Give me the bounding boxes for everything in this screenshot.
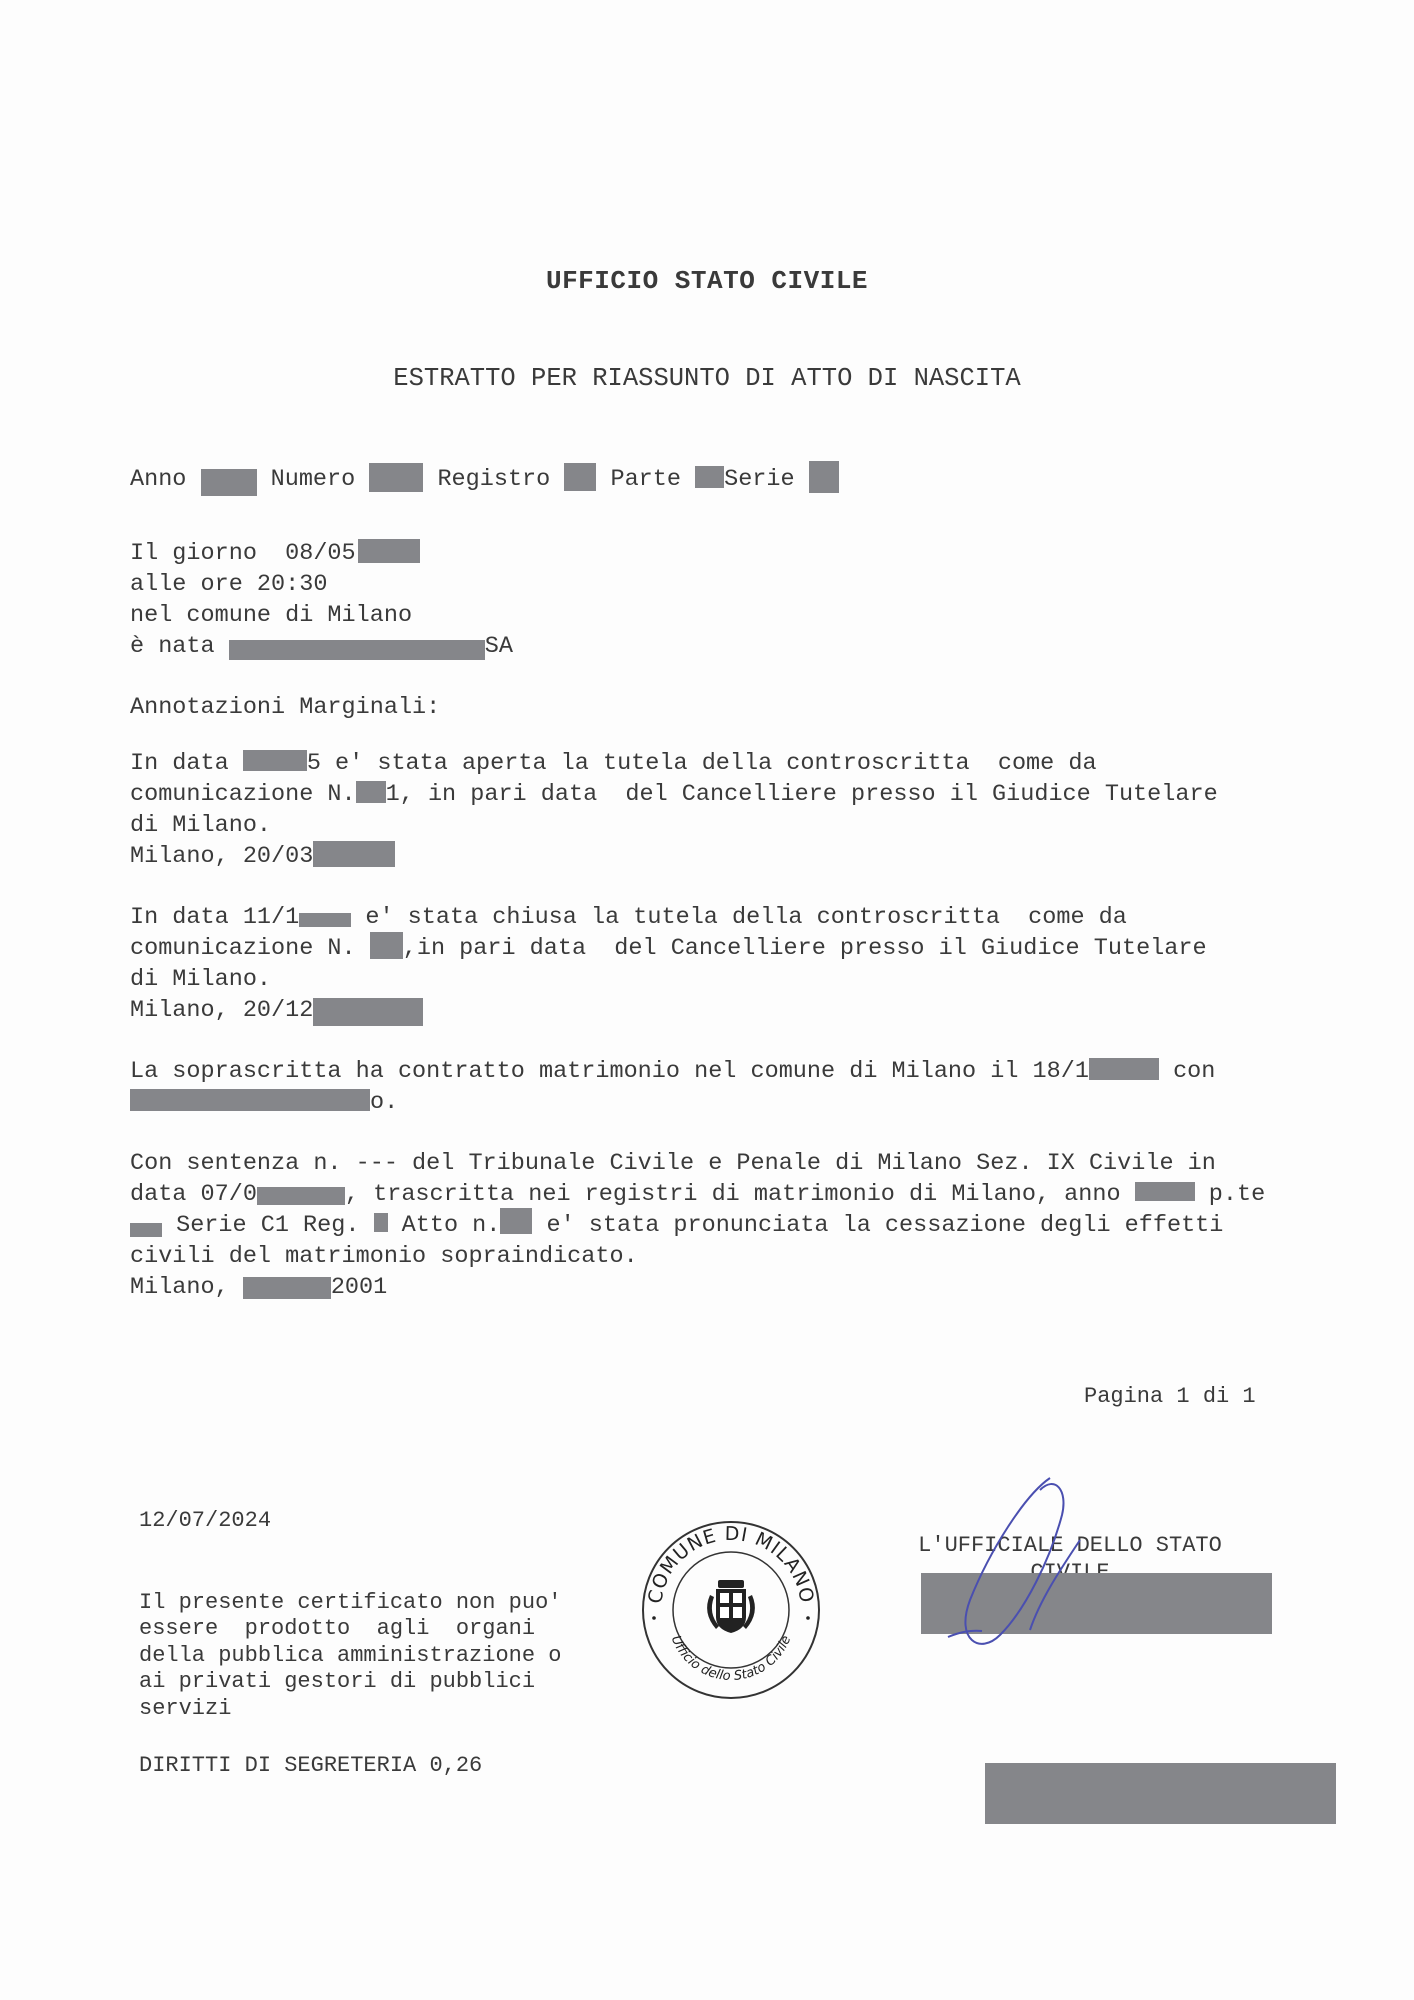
redacted-number bbox=[356, 781, 386, 803]
text: 2001 bbox=[330, 1274, 388, 1301]
redacted-date bbox=[243, 750, 307, 771]
marriage-line-1 bbox=[130, 1056, 1215, 1087]
text: La soprascritta ha contratto matrimonio nel comune di Milano il 18/1 bbox=[130, 1058, 1089, 1085]
redacted-date bbox=[299, 913, 351, 927]
redacted-registro bbox=[564, 463, 596, 491]
redacted-name bbox=[229, 640, 485, 660]
svg-text:Ufficio dello Stato Civile: Ufficio dello Stato Civile bbox=[667, 1633, 795, 1685]
text: In data 11/1 bbox=[130, 904, 300, 931]
divorce-line-1: Con sentenza n. --- del Tribunale Civile e Penale di Milano Sez. IX Civile in bbox=[130, 1150, 1216, 1177]
birth-place-line: nel comune di Milano bbox=[130, 602, 413, 629]
annotation-1-line-4 bbox=[130, 841, 395, 872]
redacted-spouse-name bbox=[130, 1089, 370, 1111]
notice-line: Il presente certificato non puo' bbox=[139, 1589, 562, 1615]
secretariat-fees: DIRITTI DI SEGRETERIA 0,26 bbox=[139, 1753, 483, 1778]
redacted-date bbox=[1089, 1058, 1159, 1080]
divorce-line-4: civili del matrimonio sopraindicato. bbox=[130, 1243, 638, 1270]
text: Milano, 20/03 bbox=[130, 843, 314, 870]
divorce-line-2 bbox=[130, 1179, 1265, 1210]
nata-prefix: è nata bbox=[130, 633, 229, 660]
text: Milano, bbox=[130, 1274, 243, 1301]
usage-notice bbox=[139, 1563, 561, 1749]
annotation-1-line-3: di Milano. bbox=[130, 812, 272, 839]
marriage-line-2 bbox=[130, 1087, 398, 1118]
birth-name-line bbox=[130, 631, 513, 662]
text: In data bbox=[130, 750, 243, 777]
document-title: ESTRATTO PER RIASSUNTO DI ATTO DI NASCITA bbox=[393, 364, 1021, 393]
notice-line: ai privati gestori di pubblici bbox=[139, 1669, 536, 1694]
redacted-atto bbox=[500, 1208, 532, 1234]
redacted-date bbox=[257, 1187, 345, 1205]
text: con bbox=[1158, 1058, 1216, 1085]
annotations-heading: Annotazioni Marginali: bbox=[130, 694, 441, 721]
text: e' stata pronunciata la cessazione degli effetti bbox=[532, 1212, 1224, 1239]
text: o. bbox=[370, 1089, 399, 1116]
redacted-bottom-block bbox=[985, 1763, 1336, 1824]
notice-line: essere prodotto agli organi bbox=[139, 1616, 536, 1641]
annotation-1-line-2 bbox=[130, 779, 1218, 810]
redacted-birth-year bbox=[358, 539, 420, 563]
municipal-stamp-icon bbox=[636, 1515, 826, 1705]
text: Atto n. bbox=[387, 1212, 501, 1239]
redacted-number bbox=[370, 932, 403, 959]
annotation-2-line-3: di Milano. bbox=[130, 966, 272, 993]
notice-line: della pubblica amministrazione o bbox=[139, 1642, 562, 1668]
anno-label: Anno bbox=[130, 466, 201, 494]
text: p.te bbox=[1194, 1181, 1266, 1208]
page-number: Pagina 1 di 1 bbox=[1084, 1384, 1256, 1409]
divorce-line-5 bbox=[130, 1272, 387, 1303]
redacted-serie bbox=[809, 461, 839, 493]
registry-line bbox=[130, 463, 839, 494]
birth-time-line: alle ore 20:30 bbox=[130, 571, 328, 598]
name-suffix: SA bbox=[484, 633, 513, 660]
redacted-year bbox=[313, 998, 423, 1026]
redacted-reg bbox=[374, 1213, 388, 1232]
redacted-parte bbox=[695, 466, 724, 488]
redacted-year bbox=[1135, 1182, 1195, 1201]
officer-title-line-1: L'UFFICIALE DELLO STATO bbox=[918, 1533, 1222, 1558]
text: Serie C1 Reg. bbox=[162, 1212, 374, 1239]
numero-label: Numero bbox=[256, 466, 370, 494]
divorce-line-3 bbox=[130, 1210, 1223, 1241]
serie-label: Serie bbox=[724, 466, 809, 494]
text: e' stata chiusa la tutela della controscritta come da bbox=[351, 904, 1127, 931]
annotation-2-line-1 bbox=[130, 902, 1127, 933]
redacted-part bbox=[130, 1223, 162, 1237]
svg-text:COMUNE DI MILANO: COMUNE DI MILANO bbox=[644, 1522, 818, 1606]
text: 1, in pari data del Cancelliere presso il Giudice Tutelare bbox=[385, 781, 1218, 808]
text: comunicazione N. bbox=[130, 781, 356, 808]
registro-label: Registro bbox=[423, 466, 565, 494]
annotation-2-line-2 bbox=[130, 933, 1207, 964]
text: , trascritta nei registri di matrimonio di Milano, anno bbox=[344, 1181, 1135, 1208]
text: Milano, 20/12 bbox=[130, 997, 314, 1024]
text: 5 e' stata aperta la tutela della controscritta come da bbox=[306, 750, 1097, 777]
text: comunicazione N. bbox=[130, 935, 370, 962]
text: data 07/0 bbox=[130, 1181, 257, 1208]
parte-label: Parte bbox=[596, 466, 696, 494]
redacted-anno bbox=[201, 469, 257, 496]
notice-line: servizi bbox=[139, 1695, 232, 1721]
redacted-officer-name bbox=[921, 1573, 1272, 1634]
text: ,in pari data del Cancelliere presso il Giudice Tutelare bbox=[402, 935, 1207, 962]
birth-date-line bbox=[130, 538, 420, 569]
birth-date-text: Il giorno 08/05 bbox=[130, 540, 356, 567]
annotation-2-line-4 bbox=[130, 995, 423, 1026]
redacted-numero bbox=[369, 463, 423, 492]
office-title: UFFICIO STATO CIVILE bbox=[545, 266, 869, 296]
issue-date: 12/07/2024 bbox=[139, 1508, 272, 1533]
redacted-year bbox=[313, 841, 395, 867]
redacted-date bbox=[243, 1277, 331, 1299]
annotation-1-line-1 bbox=[130, 748, 1097, 779]
